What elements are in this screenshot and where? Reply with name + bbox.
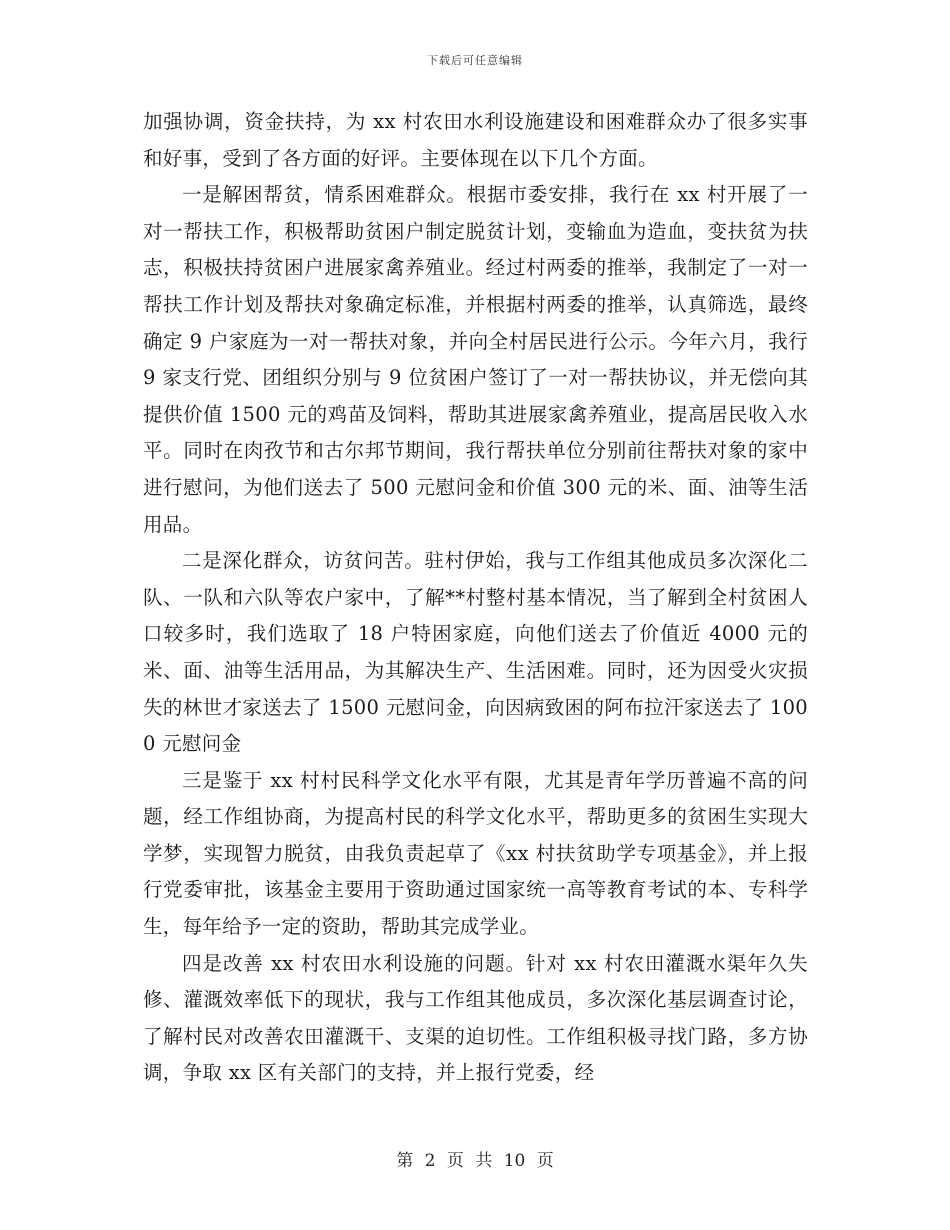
paragraph-education-fund: 三是鉴于 xx 村村民科学文化水平有限，尤其是青年学历普遍不高的问题，经工作组协商，为提高村民的科学文化水平，帮助更多的贫困生实现大学梦，实现智力脱贫，由我负责起草了《xx 村扶贫助学专项基金》，并上报行党委审批，该基金主要用于资助通过国家统一高等教育考试的本、专科学生，每年给予一定的资助，帮助其完成学业。 [143,768,808,939]
paragraph-poverty-relief: 一是解困帮贫，情系困难群众。根据市委安排，我行在 xx 村开展了一对一帮扶工作，积极帮助贫困户制定脱贫计划，变输血为造血，变扶贫为扶志，积极扶持贫困户进展家禽养殖业。经过村两委的推举，我制定了一对一帮扶工作计划及帮扶对象确定标准，并根据村两委的推举，认真筛选，最终确定 9 户家庭为一对一帮扶对象，并向全村居民进行公示。今年六月，我行 9 家支行党、团组织分别与 9 位贫困户签订了一对一帮扶协议，并无偿向其提供价值 1500 元的鸡苗及饲料，帮助其进展家禽养殖业，提高居民收入水平。同时在肉孜节和古尔邦节期间，我行帮扶单位分别前往帮扶对象的家中进行慰问，为他们送去了 500 元慰问金和价值 300 元的米、面、油等生活用品。 [143,183,808,536]
paragraph-continuation: 加强协调，资金扶持，为 xx 村农田水利设施建设和困难群众办了很多实事和好事，受到了各方面的好评。主要体现在以下几个方面。 [143,110,808,170]
paragraph-irrigation: 四是改善 xx 村农田水利设施的问题。针对 xx 村农田灌溉水渠年久失修、灌溉效率低下的现状，我与工作组其他成员，多次深化基层调查讨论，了解村民对改善农田灌溉干、支渠的迫切性。工作组积极寻找门路，多方协调，争取 xx 区有关部门的支持，并上报行党委，经 [143,951,808,1085]
page-header: 下载后可任意编辑 [427,54,523,67]
body-text [143,104,808,1092]
page-footer: 第 2 页 共 10 页 [396,1151,554,1171]
paragraph-visiting-households: 二是深化群众，访贫问苦。驻村伊始，我与工作组其他成员多次深化二队、一队和六队等农户家中，了解**村整村基本情况，当了解到全村贫困人口较多时，我们选取了 18 户特困家庭，向他们送去了价值近 4000 元的米、面、油等生活用品，为其解决生产、生活困难。同时，还为因受火灾损失的林世才家送去了 1500 元慰问金，向因病致困的阿布拉汗家送去了 1000 元慰问金 [143,549,808,756]
